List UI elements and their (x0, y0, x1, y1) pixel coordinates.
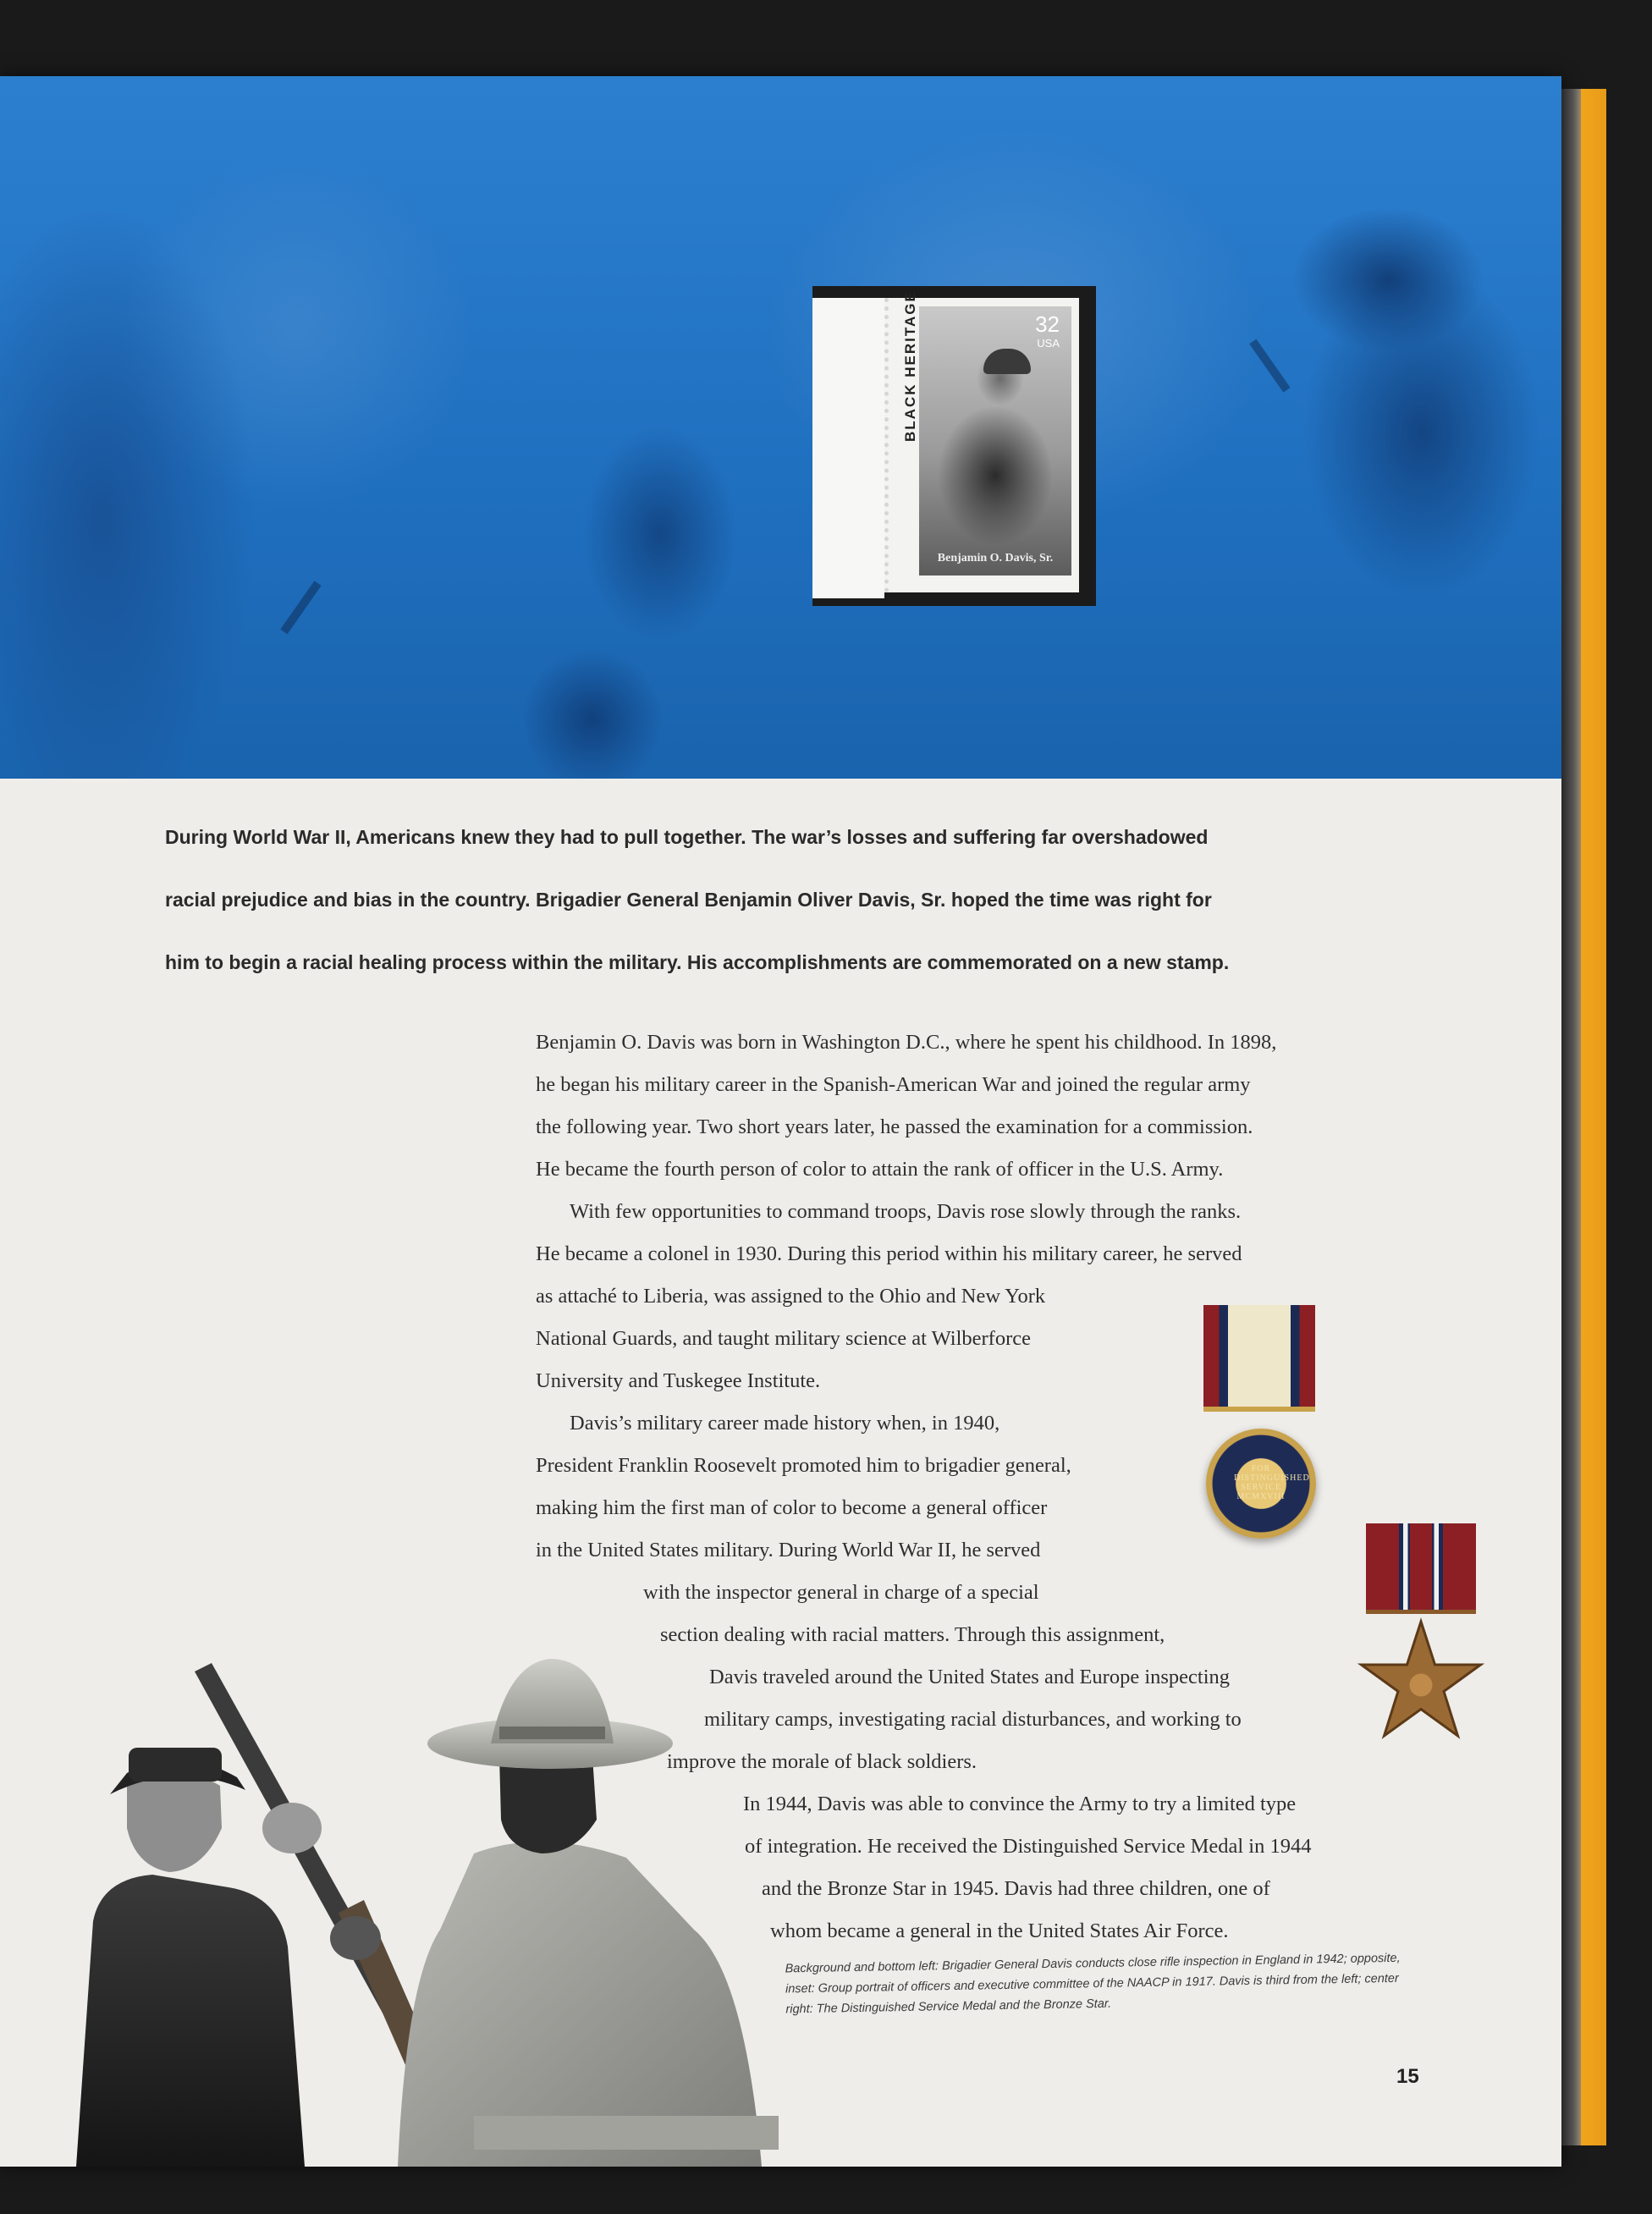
postage-stamp (884, 290, 1079, 592)
sergeant-chevron (1249, 310, 1331, 392)
body-line: National Guards, and taught military science at Wilberforce (536, 1327, 1031, 1350)
body-line: military camps, investigating racial disturbances, and working to (704, 1708, 1242, 1731)
medal-date: MCMXVIII (1236, 1492, 1286, 1501)
body-line: making him the first man of color to become a general officer (536, 1496, 1048, 1519)
book-page (0, 76, 1561, 2167)
body-line: Davis’s military career made history when, in 1940, (570, 1412, 1000, 1435)
body-line: He became the fourth person of color to attain the rank of officer in the U.S. Army. (536, 1158, 1224, 1181)
body-line: in the United States military. During World War II, he served (536, 1539, 1041, 1561)
lead-line: During World War II, Americans knew they had to pull together. The war’s losses and suffering far overshadowed (165, 826, 1209, 848)
stamp-portrait (919, 306, 1071, 576)
body-line: whom became a general in the United States Air Force. (770, 1919, 1229, 1942)
photo-caption: Background and bottom left: Brigadier General Davis conducts close rifle inspection in England in 1942; opposite, inset: Group portrait of officers and executive committee of the NAACP in 1917. Davis is third from the left; center right: The Distinguished Service Medal and the Bronze Star. (785, 1951, 1401, 2017)
stamp-caption: Benjamin O. Davis, Sr. (937, 552, 1054, 565)
lead-paragraph (165, 806, 1418, 994)
body-line: Benjamin O. Davis was born in Washington D.C., where he spent his childhood. In 1898, (536, 1031, 1277, 1054)
body-line: University and Tuskegee Institute. (536, 1369, 821, 1392)
sergeant-chevron (280, 581, 362, 663)
body-line: of integration. He received the Distinguished Service Medal in 1944 (745, 1835, 1312, 1858)
medal-inscription-text: FOR DISTINGUISHED SERVICE (1234, 1464, 1310, 1492)
body-line: as attaché to Liberia, was assigned to the Ohio and New York (536, 1285, 1046, 1308)
page-number: 15 (1396, 2065, 1419, 2088)
helmet (983, 349, 1031, 374)
body-line: the following year. Two short years later, he passed the examination for a commission. (536, 1115, 1253, 1138)
body-line: he began his military career in the Spanish-American War and joined the regular army (536, 1073, 1251, 1096)
rifle-inspection-photo (0, 1574, 812, 2167)
body-line: With few opportunities to command troops, Davis rose slowly through the ranks. (570, 1200, 1242, 1223)
body-line: with the inspector general in charge of a special (643, 1581, 1039, 1604)
medal-inscription (1234, 1464, 1310, 1501)
stamp-heritage-label: BLACK HERITAGE (902, 290, 918, 442)
body-line: He became a colonel in 1930. During this period within his military career, he served (536, 1242, 1242, 1265)
body-line: improve the morale of black soldiers. (667, 1750, 977, 1773)
bronze-star-ribbon (1366, 1523, 1476, 1614)
distinguished-service-medal-ribbon (1203, 1305, 1315, 1412)
stamp-selvage (812, 298, 884, 598)
body-line: In 1944, Davis was able to convince the Army to try a limited type (743, 1793, 1297, 1815)
bronze-star-icon (1357, 1616, 1484, 1743)
lead-line: him to begin a racial healing process within the military. His accomplishments are commemorated on a new stamp. (165, 951, 1230, 973)
body-line: President Franklin Roosevelt promoted him to brigadier general, (536, 1454, 1071, 1477)
body-line: Davis traveled around the United States and Europe inspecting (709, 1666, 1231, 1688)
hero-photo-background (0, 76, 1561, 779)
body-line: section dealing with racial matters. Through this assignment, (660, 1623, 1165, 1646)
stamp-country: USA (1037, 337, 1060, 350)
stamp-value: 32 (1035, 311, 1060, 337)
body-line: and the Bronze Star in 1945. Davis had three children, one of (762, 1877, 1270, 1900)
lead-line: racial prejudice and bias in the country. Brigadier General Benjamin Oliver Davis, Sr. hoped the time was right for (165, 889, 1212, 911)
